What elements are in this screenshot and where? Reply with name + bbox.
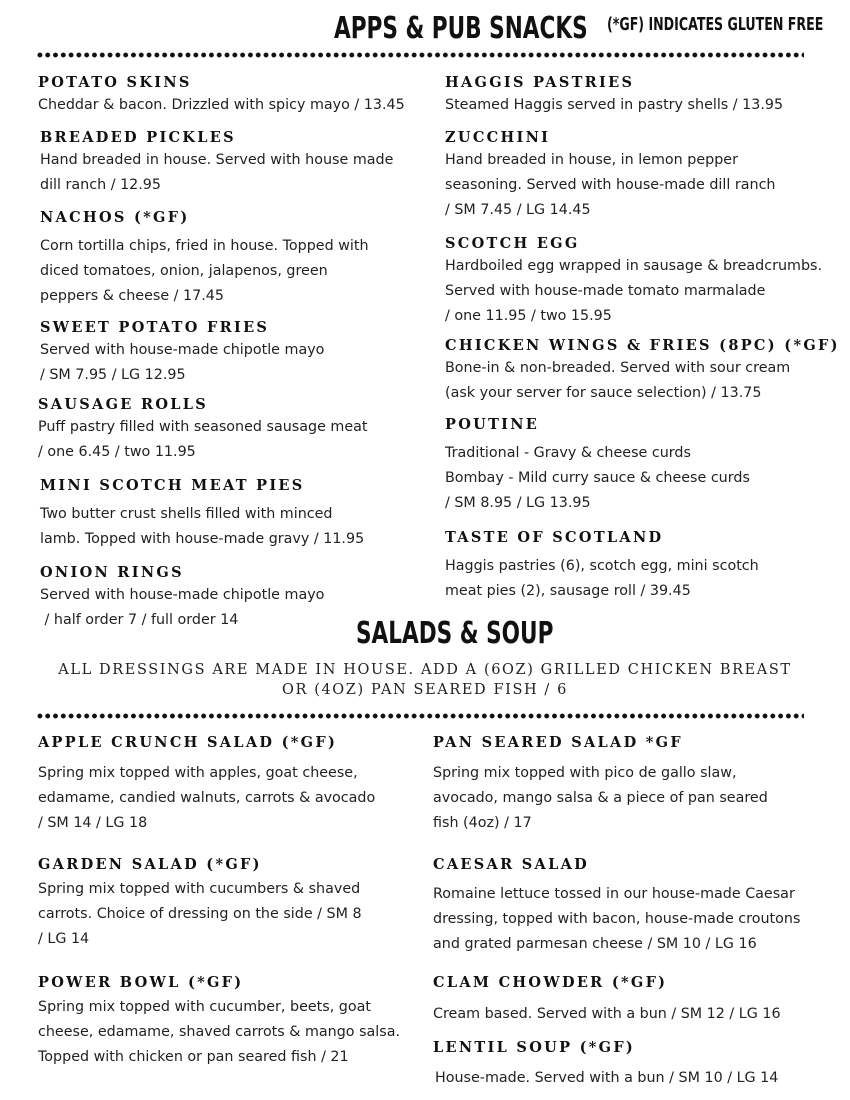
item-name: SAUSAGE ROLLS <box>38 396 209 413</box>
item-name: MINI SCOTCH MEAT PIES <box>40 477 305 494</box>
item-name: TASTE OF SCOTLAND <box>445 529 664 546</box>
item-description: Spring mix topped with cucumbers & shaved carrots. Choice of dressing on the side / SM 8 / LG 14 <box>38 881 362 947</box>
menu-item <box>40 476 364 552</box>
item-name: ONION RINGS <box>40 564 184 581</box>
item-name: ZUCCHINI <box>445 129 551 146</box>
item-name: CAESAR SALAD <box>433 856 590 873</box>
gluten-free-note: (*GF) INDICATES GLUTEN FREE <box>607 15 824 35</box>
item-name: CLAM CHOWDER (*GF) <box>433 974 668 991</box>
menu-item <box>445 336 840 406</box>
item-description: Haggis pastries (6), scotch egg, mini scotch meat pies (2), sausage roll / 39.45 <box>445 558 759 599</box>
item-name: HAGGIS PASTRIES <box>445 74 635 91</box>
menu-item <box>40 208 369 309</box>
item-description: Served with house-made chipotle mayo / SM 7.95 / LG 12.95 <box>40 342 325 383</box>
item-description: Traditional - Gravy & cheese curds Bombay - Mild curry sauce & cheese curds / SM 8.95 / LG 13.95 <box>445 445 750 511</box>
item-name: BREADED PICKLES <box>40 129 236 146</box>
item-name: NACHOS (*GF) <box>40 209 190 226</box>
menu-item <box>433 733 768 836</box>
item-name: SWEET POTATO FRIES <box>40 319 270 336</box>
menu-item <box>38 73 405 118</box>
item-description: Hand breaded in house, in lemon pepper seasoning. Served with house-made dill ranch / SM 7.45 / LG 14.45 <box>445 152 776 218</box>
item-description: Cheddar & bacon. Drizzled with spicy mayo / 13.45 <box>38 97 405 113</box>
item-description: Served with house-made chipotle mayo / half order 7 / full order 14 <box>40 587 325 628</box>
item-name: LENTIL SOUP (*GF) <box>433 1039 636 1056</box>
dotted-divider <box>36 713 804 719</box>
item-description: Romaine lettuce tossed in our house-made Caesar dressing, topped with bacon, house-made croutons and grated parmesan cheese / SM 10 / LG 16 <box>433 886 801 952</box>
menu-item <box>38 973 400 1070</box>
item-name: POUTINE <box>445 416 540 433</box>
menu-item <box>38 733 375 836</box>
item-description: Corn tortilla chips, fried in house. Topped with diced tomatoes, onion, jalapenos, green peppers & cheese / 17.45 <box>40 238 369 304</box>
item-name: POTATO SKINS <box>38 74 192 91</box>
item-description: Spring mix topped with cucumber, beets, goat cheese, edamame, shaved carrots & mango salsa. Topped with chicken or pan seared fish / 21 <box>38 999 401 1065</box>
item-description: Spring mix topped with pico de gallo slaw, avocado, mango salsa & a piece of pan seared fish (4oz) / 17 <box>433 765 768 831</box>
item-name: SCOTCH EGG <box>445 235 580 252</box>
item-description: Puff pastry filled with seasoned sausage meat / one 6.45 / two 11.95 <box>38 419 368 460</box>
item-description: Hand breaded in house. Served with house made dill ranch / 12.95 <box>40 152 394 193</box>
menu-item <box>40 318 324 388</box>
dotted-divider <box>36 52 804 58</box>
item-description: House-made. Served with a bun / SM 10 / LG 14 <box>435 1070 779 1086</box>
menu-item <box>38 395 368 465</box>
menu-item <box>40 128 393 198</box>
item-name: POWER BOWL (*GF) <box>38 974 244 991</box>
item-name: CHICKEN WINGS & FRIES (8PC) (*GF) <box>445 337 840 354</box>
item-name: APPLE CRUNCH SALAD (*GF) <box>38 734 338 751</box>
dressing-note: ALL DRESSINGS ARE MADE IN HOUSE. ADD A (6OZ) GRILLED CHICKEN BREAST OR (4OZ) PAN SEARED FISH / 6 <box>58 662 792 698</box>
item-description: Cream based. Served with a bun / SM 12 / LG 16 <box>433 1006 781 1022</box>
item-description: Two butter crust shells filled with minced lamb. Topped with house-made gravy / 11.95 <box>40 506 365 547</box>
salads-section-title: SALADS & SOUP <box>356 616 554 651</box>
menu-item <box>445 528 759 604</box>
menu-item <box>433 973 781 1027</box>
menu-item <box>40 563 324 633</box>
item-description: Spring mix topped with apples, goat cheese, edamame, candied walnuts, carrots & avocado / SM 14 / LG 18 <box>38 765 376 831</box>
menu-item <box>445 128 776 223</box>
menu-item <box>433 855 800 957</box>
apps-section-title: APPS & PUB SNACKS <box>334 11 588 46</box>
item-description: Steamed Haggis served in pastry shells / 13.95 <box>445 97 784 113</box>
menu-item <box>445 234 822 329</box>
item-name: PAN SEARED SALAD *GF <box>433 734 683 751</box>
menu-item <box>433 1038 778 1091</box>
menu-item <box>445 73 783 118</box>
item-description: Bone-in & non-breaded. Served with sour cream (ask your server for sauce selection) / 13.75 <box>445 360 791 401</box>
item-description: Hardboiled egg wrapped in sausage & breadcrumbs. Served with house-made tomato marmalade / one 11.95 / two 15.95 <box>445 258 823 324</box>
item-name: GARDEN SALAD (*GF) <box>38 856 262 873</box>
menu-item <box>38 855 362 952</box>
menu-item <box>445 415 750 516</box>
